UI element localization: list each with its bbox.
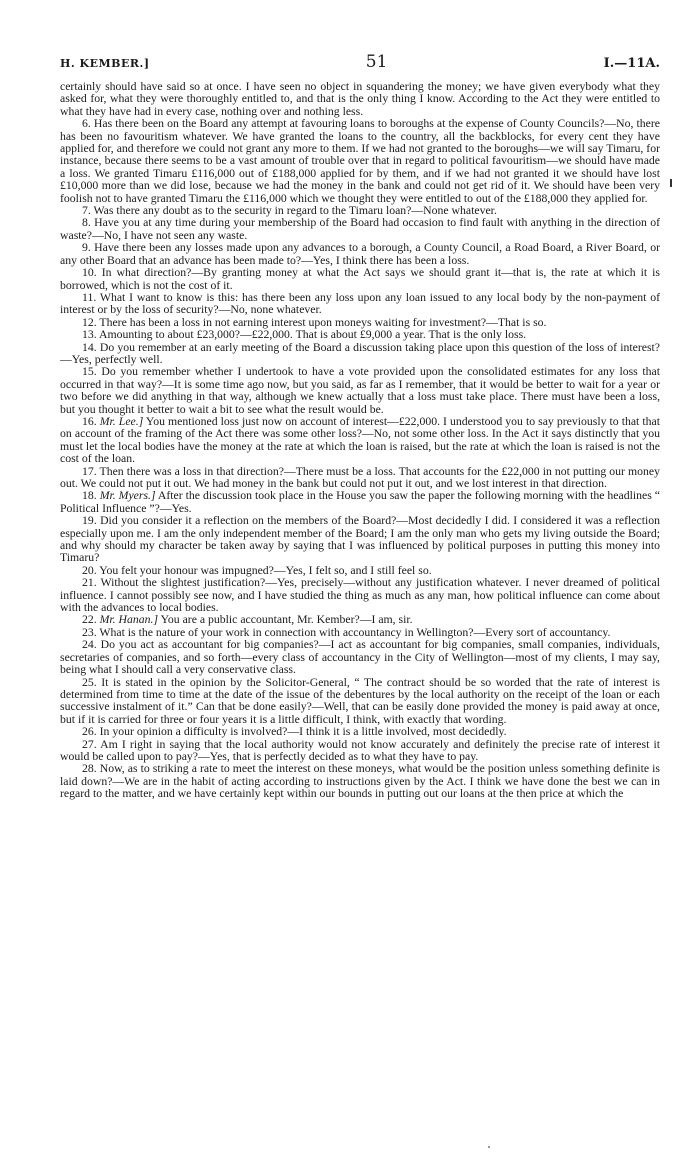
paragraph: 6. Has there been on the Board any attempt at favouring loans to boroughs at the expense of County Councils?—No, there has been no favouritism whatever. We have granted the loans to the country, all the backblocks, for every cent they have applied for, and therefore we could not grant any more to them. If we had not granted to the boroughs—we will say Timaru, for instance, because there seems to be a vast amount of trouble over that in regard to political favouritism—we should have made a loss. We granted Timaru £116,000 out of £188,000 applied for by them, and if we had not granted it we should have lost £10,000 more than we did lose, because we had the money in the bank and could not get rid of it. We should have been very foolish not to have granted Timaru the £116,000 which we thought they were entitled to out of the £188,000 they applied for. [60,117,660,205]
paragraph: 24. Do you act as accountant for big companies?—I act as accountant for big companies, small companies, individuals, secretaries of companies, and so forth—every class of accountancy in the City of Wellington—most of my clients, I may say, being what I should call a very conservative class. [60,638,660,677]
paragraph: 17. Then there was a loss in that direction?—There must be a loss. That accounts for the £22,000 in not putting our money out. We could not put it out. We had money in the bank but could not put it out, and we lost interest in that direction. [60,464,660,490]
paragraph: 23. What is the nature of your work in connection with accountancy in Wellington?—Every sort of accountancy. [82,625,611,639]
document-page [60,52,660,801]
paragraph: 20. You felt your honour was impugned?—Yes, I felt so, and I still feel so. [82,563,432,577]
paragraph: 14. Do you remember at an early meeting of the Board a discussion taking place upon this question of the loss of interest?—Yes, perfectly well. [60,340,660,366]
question-number: 16. [82,414,97,428]
paragraph: 15. Do you remember whether I undertook to have a vote provided upon the consolidated estimates for any loss that occurred in that way?—It is some time ago now, but you said, as far as I remember, that it would be better to wait for a year or two before we did anything in that way, although we knew actually that a loss must take place. There must have been a loss, but you thought it better to wait a bit to see what the result would be. [60,365,660,416]
question-number: 18. [82,489,97,503]
paragraph [60,490,660,515]
margin-mark [670,179,672,187]
paragraph: 26. In your opinion a difficulty is involved?—I think it is a little involved, most decidedly. [82,725,507,739]
paragraph [60,614,660,626]
paragraph: 12. There has been a loss in not earning interest upon moneys waiting for investment?—That is so. [82,315,547,329]
paragraph-text: You are a public accountant, Mr. Kember?—I am, sir. [160,613,413,627]
paragraph: 19. Did you consider it a reflection on the members of the Board?—Most decidedly I did. I considered it was a reflection especially upon me. I am the only independent member of the Board; I am the only man who gets my living outside the Board; and why should my character be taken away by saying that I was influenced by political purposes in putting this money into Timaru? [60,514,660,565]
paragraph: 25. It is stated in the opinion by the Solicitor-General, “ The contract should be so worded that the rate of interest is determined from time to time at the date of the issue of the debentures by the local authority on the receipt of the loan or each successive instalment of it.” Can that be done easily?—Well, that can be easily done provided the money is paid away at once, but if it is carried for three or four years it is a little difficult, I think, with exactly that wording. [60,675,660,726]
page-number: 51 [365,52,388,72]
paragraph: 8. Have you at any time during your membership of the Board had occasion to find fault with anything in the direction of waste?—No, I have not seen any waste. [60,216,660,242]
paragraph-text: After the discussion took place in the House you saw the paper the following morning with the headlines “ Political Influence ”?—Yes. [60,489,661,515]
document-body [60,81,660,801]
paragraph: 7. Was there any doubt as to the security in regard to the Timaru loan?—None whatever. [82,204,497,218]
question-number: 22. [82,613,97,627]
page-header [60,52,660,78]
speaker-name: Mr. Hanan.] [99,613,159,627]
speaker-name: Mr. Lee.] [99,414,144,428]
paragraph: 27. Am I right in saying that the local authority would not know accurately and definitely the precise rate of interest it would be called upon to pay?—Yes, that is perfectly decided as to what they have to pay. [60,737,660,763]
paper-reference: I.—11A. [603,56,660,71]
paragraph: 10. In what direction?—By granting money at what the Act says we should grant it—that is, the rate at which it is borrowed, which is not the cost of it. [60,266,660,292]
paragraph: 21. Without the slightest justification?—Yes, precisely—without any justification whatever. I never dreamed of political influence. I cannot possibly see now, and I have studied the thing as much as any man, how political influence can come about with the advances to local bodies. [60,576,660,615]
paragraph-text: You mentioned loss just now on account of interest—£22,000. I understood you to say previously to that that on account of the framing of the Act there was some other loss?—No, not some other loss. In the Act it says distinctly that you must let the local bodies have the money at the rate at which the loan is raised, but the rate at which the loan is raised is not the cost of the loan. [60,414,660,466]
paragraph: 9. Have there been any losses made upon any advances to a borough, a County Council, a Road Board, a River Board, or any other Board that an advance has been made to?—Yes, I think there has been a loss. [60,241,660,267]
witness-name: H. KEMBER.] [60,57,150,70]
page-speck [488,1146,490,1148]
paragraph [60,416,660,466]
paragraph: 13. Amounting to about £23,000?—£22,000. That is about £9,000 a year. That is the only loss. [82,328,527,342]
paragraph: certainly should have said so at once. I have seen no object in squandering the money; we have given everybody what they asked for, what they were thoroughly entitled to, and that is the only thing I know. According to the Act they were entitled to what they have had in every case, nothing over and nothing less. [60,80,660,118]
paragraph: 11. What I want to know is this: has there been any loss upon any loan issued to any local body by the non-payment of interest or by the loss of security?—No, none whatever. [60,290,660,317]
paragraph: 28. Now, as to striking a rate to meet the interest on these moneys, what would be the position unless something definite is laid down?—We are in the habit of acting according to instructions given by the Act. I think we have done the best we can in regard to the matter, and we have certainly kept within our bounds in putting out our loans at the then price at which the [60,762,660,801]
speaker-name: Mr. Myers.] [99,489,156,503]
